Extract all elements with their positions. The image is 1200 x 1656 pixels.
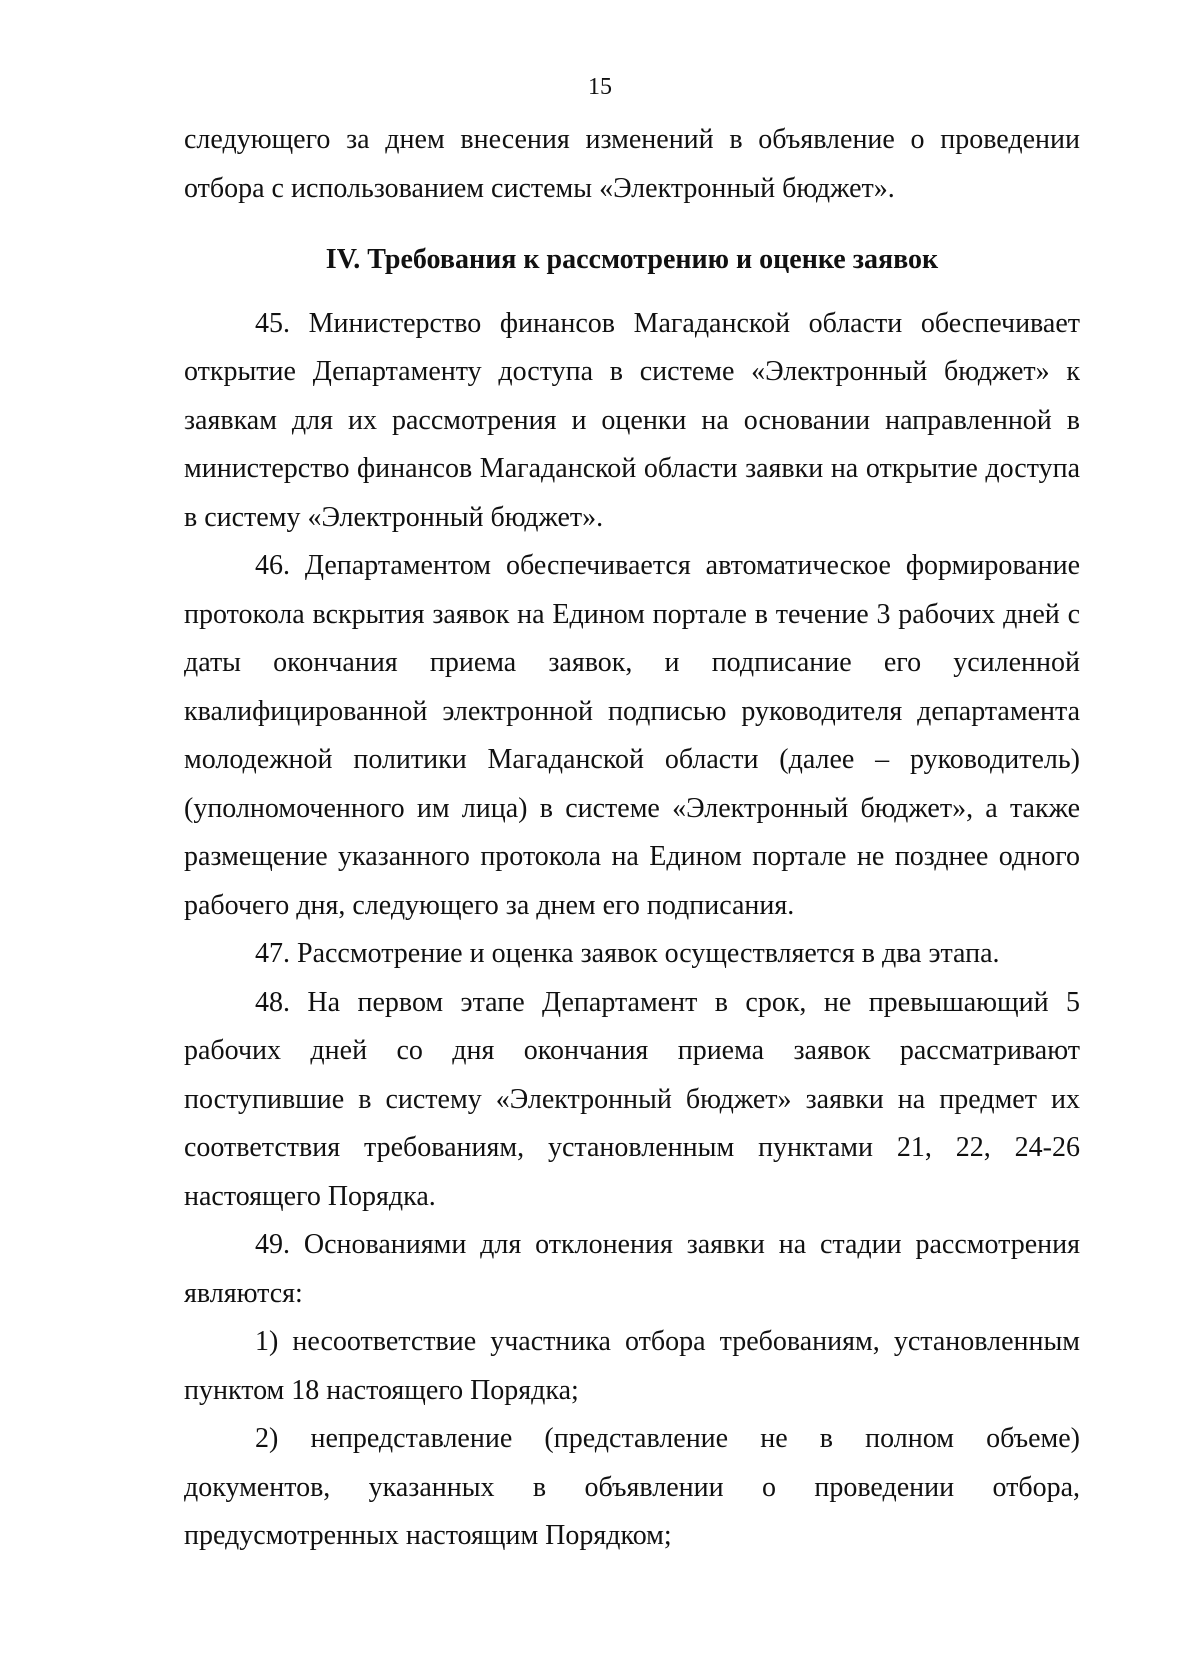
- paragraph-49: 49. Основаниями для отклонения заявки на стадии рассмотрения являются:: [184, 1229, 1080, 1309]
- list-item-1: 1) несоответствие участника отбора требованиям, установленным пунктом 18 настоящего Порядка;: [184, 1326, 1080, 1406]
- paragraph-45: 45. Министерство финансов Магаданской области обеспечивает открытие Департаменту доступа в системе «Электронный бюджет» к заявкам для их рассмотрения и оценки на основании направленной в министерство финансов Магаданской области заявки на открытие доступа в систему «Электронный бюджет».: [184, 307, 1080, 533]
- paragraph-47: 47. Рассмотрение и оценка заявок осуществляется в два этапа.: [255, 938, 1000, 969]
- paragraph-continuation: следующего за днем внесения изменений в объявление о проведении отбора с использованием системы «Электронный бюджет».: [184, 124, 1080, 204]
- page-number: 15: [588, 74, 612, 100]
- document-body: [184, 116, 1080, 1561]
- paragraph-46: 46. Департаментом обеспечивается автоматическое формирование протокола вскрытия заявок на Едином портале в течение 3 рабочих дней с даты окончания приема заявок, и подписание его усиленной квалифицированной электронной подписью руководителя департамента молодежной политики Магаданской области (далее – руководитель) (уполномоченного им лица) в системе «Электронный бюджет», а также размещение указанного протокола на Едином портале не позднее одного рабочего дня, следующего за днем его подписания.: [184, 550, 1080, 921]
- paragraph-48: 48. На первом этапе Департамент в срок, не превышающий 5 рабочих дней со дня окончания приема заявок рассматривают поступившие в систему «Электронный бюджет» заявки на предмет их соответствия требованиям, установленным пунктами 21, 22, 24-26 настоящего Порядка.: [184, 986, 1080, 1212]
- list-item-2: 2) непредставление (представление не в полном объеме) документов, указанных в объявлении о проведении отбора, предусмотренных настоящим Порядком;: [184, 1423, 1080, 1551]
- section-heading: IV. Требования к рассмотрению и оценке заявок: [325, 244, 939, 275]
